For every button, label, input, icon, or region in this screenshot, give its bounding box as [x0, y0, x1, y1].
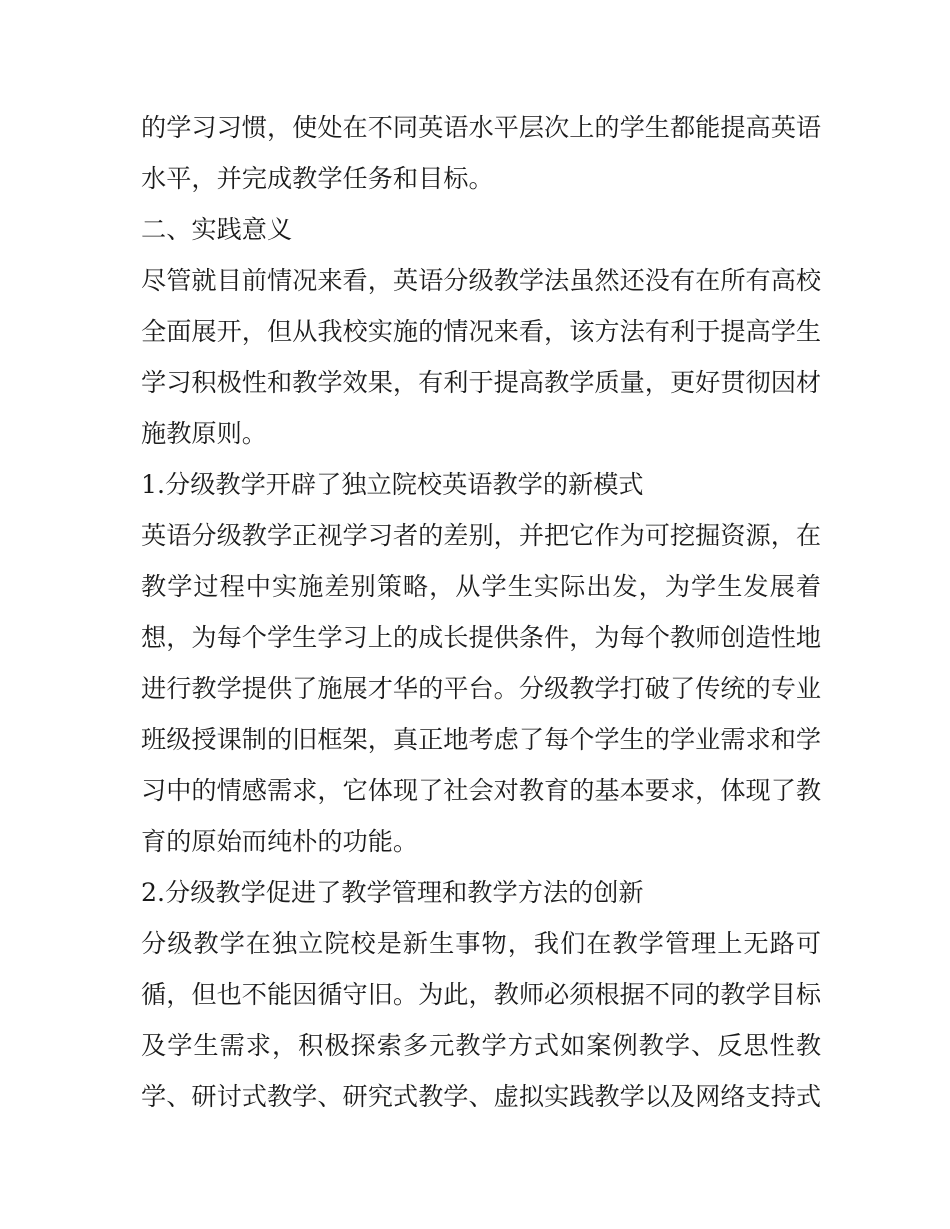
text-line: 循，但也不能因循守旧。为此，教师必须根据不同的教学目标 [141, 980, 822, 1009]
text-line: 分级教学在独立院校是新生事物，我们在教学管理上无路可 [141, 929, 821, 958]
text-line: 全面展开，但从我校实施的情况来看，该方法有利于提高学生 [141, 317, 822, 346]
text-line: 育的原始而纯朴的功能。 [141, 827, 419, 856]
text-line: 习中的情感需求，它体现了社会对教育的基本要求，体现了教 [141, 776, 822, 805]
text-line: 教学过程中实施差别策略，从学生实际出发，为学生发展着 [141, 572, 821, 601]
text-line: 学、研讨式教学、研究式教学、虚拟实践教学以及网络支持式 [141, 1082, 822, 1111]
text-line: 进行教学提供了施展才华的平台。分级教学打破了传统的专业 [141, 674, 822, 703]
text-line: 尽管就目前情况来看，英语分级教学法虽然还没有在所有高校 [141, 266, 822, 295]
text-line: 水平，并完成教学任务和目标。 [141, 164, 494, 193]
section-heading: 二、实践意义 [141, 215, 293, 244]
text-line: 及学生需求，积极探索多元教学方式如案例教学、反思性教 [141, 1031, 821, 1060]
text-line: 的学习习惯，使处在不同英语水平层次上的学生都能提高英语 [141, 113, 822, 142]
subsection-heading: 1.分级教学开辟了独立院校英语教学的新模式 [141, 470, 644, 499]
text-line: 班级授课制的旧框架，真正地考虑了每个学生的学业需求和学 [141, 725, 822, 754]
text-line: 想，为每个学生学习上的成长提供条件，为每个教师创造性地 [141, 623, 822, 652]
text-line: 英语分级教学正视学习者的差别，并把它作为可挖掘资源，在 [141, 521, 822, 550]
text-line: 施教原则。 [141, 419, 267, 448]
text-line: 学习积极性和教学效果，有利于提高教学质量，更好贯彻因材 [141, 368, 822, 397]
subsection-heading: 2.分级教学促进了教学管理和教学方法的创新 [141, 878, 644, 907]
